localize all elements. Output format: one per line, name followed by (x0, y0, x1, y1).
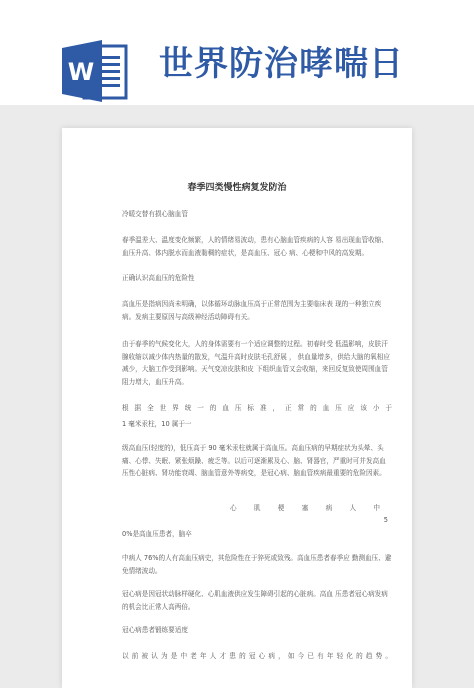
paragraph-heading: 冠心病患者锻练要适度 (122, 626, 188, 634)
paragraph: 中病人 76%的人有高血压病史，其危险性在于猝死或致残。高血压患者春季应 勤测血压、避免情绪波动。 (122, 554, 392, 575)
paragraph-line: 以 前 被 认 为 是 中 老 年 人 才 患 的 冠 心 病 ， 如 今 已 有 年 轻 化 的 趋 势 。 (122, 652, 392, 660)
paragraph-line: 0%是高血压患者，脑卒 (122, 530, 192, 538)
paragraph: 冠心病是因冠状动脉样硬化、心肌血液供应发生障碍引起的心脏病。高血 压患者冠心病发病的机会比正常人高两倍。 (122, 590, 388, 611)
paragraph: 春季温差大、温度变化频繁，人的情绪易波动，患有心脑血管疾病的人容 易出现血管收缩、血压升高、体内脱水而血液黏稠的症状，是高血压、冠心 病、心梗和中风的高发期。 (122, 236, 388, 257)
paragraph-heading: 正确认识高血压的危险性 (122, 274, 195, 282)
paragraph-heading: 冷暖交替有损心脑血管 (122, 210, 188, 218)
paragraph-line: 根 据 全 世 界 统 一 的 血 压 标 准 ， 正 常 的 血 压 应 该 小 于 (122, 404, 392, 412)
logo-letter: W (67, 58, 95, 86)
paragraph: 由于春季的气候变化大，人的身体需要有一个适应调整的过程。初春时受 低温影响，皮肤汗腺收缩以减少体内热量的散发，气温升高时皮肤毛孔舒展 ， 供血量增多，供给大脑的氧相应减少，大脑工作受到影响。天气变凉皮肤和皮 下组织血管又会收缩，来回反复致使周围血管阻力增大，血压升高。 (122, 340, 390, 386)
paragraph-line: 心 肌 梗 塞 病 人 中 (230, 504, 380, 512)
document-title: 春季四类慢性病复发防治 (187, 183, 287, 193)
banner-title: 世界防治哮喘日 (159, 44, 404, 84)
document-page (62, 128, 412, 688)
paragraph: 高血压是指病因尚未明确，以体循环动脉血压高于正常范围为主要临床表 现的一种独立疾病。发病主要原因与高级神经活动障碍有关。 (122, 300, 382, 321)
word-document-icon (62, 38, 130, 104)
paragraph-line: 5 (383, 516, 388, 524)
banner (0, 0, 474, 105)
paragraph: 级高血压(轻度的)，低压高于 90 毫米汞柱就属于高血压。高血压病的早期症状为头晕、头痛、心悸、失眠、紧张烦躁、疲乏等。以后可逐渐累及心、脑、肾器官，严重时可并发高血压性心脏病、肾功能衰竭、脑血管意外等病变，是冠心病、脑血管疾病最重要的危险因素。 (122, 444, 386, 477)
paragraph-line: 1 毫米汞柱，10 属于一 (122, 420, 192, 428)
